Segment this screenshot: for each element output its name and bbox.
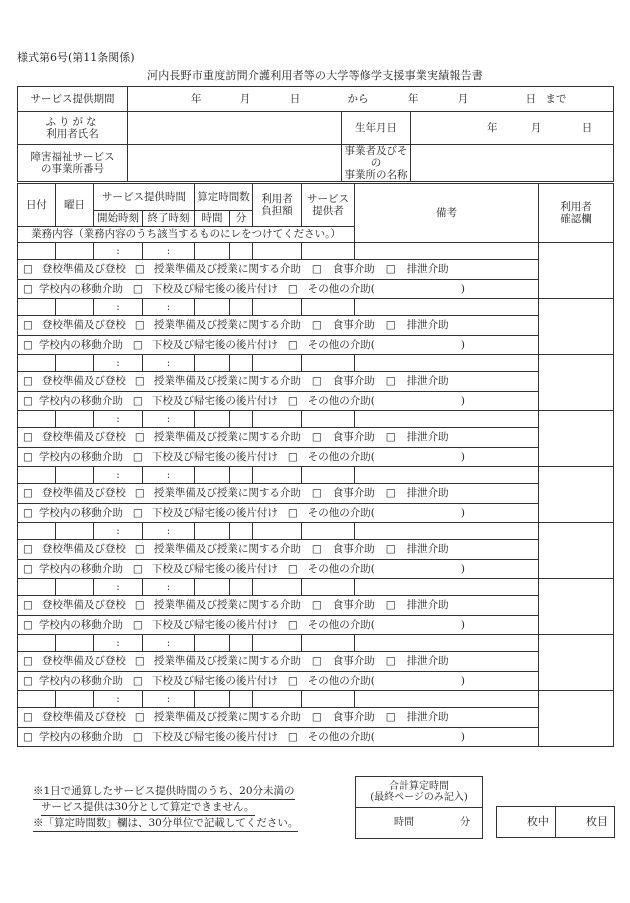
entry-user-confirm[interactable] — [539, 579, 614, 635]
birthdate-field[interactable]: 年 月 日 — [411, 112, 614, 145]
entry-end-time[interactable]: : — [143, 635, 195, 652]
entry-weekday[interactable] — [56, 411, 94, 428]
entry-end-time[interactable]: : — [143, 355, 195, 372]
header-minutes: 分 — [230, 211, 253, 227]
entry-hours[interactable] — [195, 523, 230, 540]
entry-task-row-2 — [18, 727, 614, 747]
entry-weekday[interactable] — [56, 523, 94, 540]
task-label: 食事介助 — [332, 431, 375, 444]
period-to-year: 年 — [407, 92, 419, 105]
birthdate-label: 生年月日 — [342, 112, 411, 145]
checkbox-icon[interactable]: □ — [311, 543, 322, 556]
task-label: 排泄介助 — [406, 655, 449, 668]
checkbox-icon[interactable]: □ — [287, 674, 298, 687]
provider-name-label: 事業者及びその 事業所の名称 — [342, 145, 411, 182]
page-count-table — [496, 806, 615, 838]
task-label: 下校及び帰宅後の後片付け — [151, 338, 278, 351]
checkbox-icon[interactable]: □ — [23, 375, 33, 388]
task-label: 排泄介助 — [406, 431, 449, 444]
checkbox-icon[interactable]: □ — [311, 487, 322, 500]
entry-time-row — [18, 467, 614, 484]
checkbox-icon[interactable]: □ — [132, 506, 143, 519]
entry-date[interactable] — [18, 355, 56, 372]
task-label: 登校準備及び登校 — [41, 655, 126, 668]
checkbox-icon[interactable]: □ — [132, 562, 143, 575]
task-label: 授業準備及び授業に関する介助 — [153, 487, 301, 500]
task-label: 学校内の移動介助 — [38, 338, 123, 351]
task-paren-close: ) — [460, 730, 465, 743]
form-number: 様式第6号(第11条関係) — [17, 51, 135, 64]
task-paren-close: ) — [460, 282, 465, 295]
task-label: 排泄介助 — [406, 543, 449, 556]
entry-time-row — [18, 691, 614, 708]
entry-user-confirm[interactable] — [539, 355, 614, 411]
checkbox-icon[interactable]: □ — [23, 319, 33, 332]
service-period-label: サービス提供期間 — [18, 87, 128, 112]
task-label: 学校内の移動介助 — [38, 562, 123, 575]
entry-minutes[interactable] — [230, 579, 253, 596]
entry-end-time[interactable]: : — [143, 243, 195, 260]
total-label: 合計算定時間 (最終ページのみ記入) — [356, 777, 483, 808]
entry-provider[interactable] — [302, 635, 355, 652]
checkbox-icon[interactable]: □ — [23, 506, 33, 519]
checkbox-icon[interactable]: □ — [385, 263, 396, 276]
entry-task-row-2 — [18, 335, 614, 355]
checkbox-icon[interactable]: □ — [23, 618, 33, 631]
checkbox-icon[interactable]: □ — [287, 506, 298, 519]
checkbox-icon[interactable]: □ — [23, 450, 33, 463]
entry-start-time[interactable]: : — [94, 411, 143, 428]
entry-burden[interactable] — [253, 355, 302, 372]
task-label: 食事介助 — [332, 263, 375, 276]
entry-minutes[interactable] — [230, 243, 253, 260]
entry-start-time[interactable]: : — [94, 635, 143, 652]
entry-remarks[interactable] — [355, 299, 539, 316]
task-paren-close: ) — [460, 618, 465, 631]
task-label: 食事介助 — [332, 375, 375, 388]
entry-provider[interactable] — [302, 243, 355, 260]
sheets-of-field[interactable]: 枚中 — [497, 807, 556, 838]
task-label: その他の介助( — [307, 730, 375, 743]
entry-time-row — [18, 635, 614, 652]
office-number-field[interactable] — [128, 145, 342, 182]
entry-task-row-1 — [18, 596, 614, 616]
task-label: その他の介助( — [307, 450, 375, 463]
entry-hours[interactable] — [195, 579, 230, 596]
task-label: 食事介助 — [332, 711, 375, 724]
entry-time-row — [18, 299, 614, 316]
task-label: 登校準備及び登校 — [41, 263, 126, 276]
task-label: その他の介助( — [307, 282, 375, 295]
header-provider: サービス 提供者 — [302, 184, 355, 227]
entry-start-time[interactable]: : — [94, 299, 143, 316]
task-label: 下校及び帰宅後の後片付け — [151, 506, 278, 519]
entry-remarks[interactable] — [355, 691, 539, 708]
task-label: 登校準備及び登校 — [41, 319, 126, 332]
header-end: 終了時刻 — [143, 211, 195, 227]
page-title: 河内長野市重度訪問介護利用者等の大学等修学支援事業実績報告書 — [147, 69, 483, 82]
checkbox-icon[interactable]: □ — [23, 730, 33, 743]
entry-provider[interactable] — [302, 579, 355, 596]
task-label: 下校及び帰宅後の後片付け — [151, 618, 278, 631]
task-label: 授業準備及び授業に関する介助 — [153, 543, 301, 556]
entry-start-time[interactable]: : — [94, 691, 143, 708]
checkbox-icon[interactable]: □ — [287, 450, 298, 463]
header-calc-time: 算定時間数 — [195, 184, 253, 211]
entry-date[interactable] — [18, 691, 56, 708]
entry-remarks[interactable] — [355, 635, 539, 652]
period-from-month: 月 — [239, 92, 251, 105]
entry-end-time[interactable]: : — [143, 299, 195, 316]
checkbox-icon[interactable]: □ — [134, 487, 145, 500]
task-label: 食事介助 — [332, 599, 375, 612]
entry-task-row-1 — [18, 708, 614, 728]
entry-time-row — [18, 579, 614, 596]
entry-start-time[interactable]: : — [94, 523, 143, 540]
task-label: その他の介助( — [307, 618, 375, 631]
checkbox-icon[interactable]: □ — [132, 618, 143, 631]
checkbox-icon[interactable]: □ — [311, 319, 322, 332]
task-label: 排泄介助 — [406, 319, 449, 332]
entry-user-confirm[interactable] — [539, 635, 614, 691]
entry-remarks[interactable] — [355, 243, 539, 260]
entry-user-confirm[interactable] — [539, 299, 614, 355]
provider-name-field[interactable] — [411, 145, 614, 182]
checkbox-icon[interactable]: □ — [132, 394, 143, 407]
entry-user-confirm[interactable] — [539, 691, 614, 747]
entry-burden[interactable] — [253, 523, 302, 540]
task-label: 排泄介助 — [406, 599, 449, 612]
task-label: 下校及び帰宅後の後片付け — [151, 450, 278, 463]
task-label: 下校及び帰宅後の後片付け — [151, 562, 278, 575]
entry-date[interactable] — [18, 467, 56, 484]
entry-hours[interactable] — [195, 243, 230, 260]
entry-provider[interactable] — [302, 299, 355, 316]
entry-hours[interactable] — [195, 299, 230, 316]
entry-provider[interactable] — [302, 411, 355, 428]
checkbox-icon[interactable]: □ — [385, 543, 396, 556]
entry-remarks[interactable] — [355, 355, 539, 372]
notes — [33, 784, 298, 832]
total-calc-time-table — [355, 776, 483, 839]
entry-weekday[interactable] — [56, 635, 94, 652]
entry-provider[interactable] — [302, 467, 355, 484]
task-label: 授業準備及び授業に関する介助 — [153, 599, 301, 612]
service-period-field[interactable] — [128, 87, 614, 112]
entry-weekday[interactable] — [56, 467, 94, 484]
checkbox-icon[interactable]: □ — [134, 431, 145, 444]
entry-task-row-1 — [18, 260, 614, 280]
checkbox-icon[interactable]: □ — [134, 375, 145, 388]
checkbox-icon[interactable]: □ — [23, 655, 33, 668]
checkbox-icon[interactable]: □ — [23, 711, 33, 724]
entry-end-time[interactable]: : — [143, 467, 195, 484]
checkbox-icon[interactable]: □ — [23, 543, 33, 556]
entry-end-time[interactable]: : — [143, 579, 195, 596]
checkbox-icon[interactable]: □ — [134, 655, 145, 668]
entry-hours[interactable] — [195, 635, 230, 652]
task-paren-close: ) — [460, 394, 465, 407]
entry-user-confirm[interactable] — [539, 523, 614, 579]
task-label: 下校及び帰宅後の後片付け — [151, 674, 278, 687]
user-name-field[interactable] — [128, 112, 342, 145]
checkbox-icon[interactable]: □ — [23, 263, 33, 276]
checkbox-icon[interactable]: □ — [23, 282, 33, 295]
header-confirm: 利用者 確認欄 — [539, 184, 614, 243]
entry-task-row-2 — [18, 391, 614, 411]
task-label: 授業準備及び授業に関する介助 — [153, 655, 301, 668]
note-line-1: ※1日で通算したサービス提供時間のうち、20分未満の — [33, 784, 295, 800]
header-remarks: 備考 — [355, 184, 539, 243]
task-label: その他の介助( — [307, 506, 375, 519]
checkbox-icon[interactable]: □ — [311, 655, 322, 668]
entry-start-time[interactable]: : — [94, 243, 143, 260]
entry-date[interactable] — [18, 411, 56, 428]
entry-remarks[interactable] — [355, 411, 539, 428]
task-label: 食事介助 — [332, 543, 375, 556]
entry-start-time[interactable]: : — [94, 579, 143, 596]
task-label: 下校及び帰宅後の後片付け — [151, 394, 278, 407]
entry-task-row-2 — [18, 559, 614, 579]
entry-task-row-1 — [18, 652, 614, 672]
task-label: 食事介助 — [332, 655, 375, 668]
checkbox-icon[interactable]: □ — [23, 599, 33, 612]
checkbox-icon[interactable]: □ — [311, 263, 322, 276]
task-label: 学校内の移動介助 — [38, 618, 123, 631]
checkbox-icon[interactable]: □ — [23, 674, 33, 687]
checkbox-icon[interactable]: □ — [311, 431, 322, 444]
checkbox-icon[interactable]: □ — [385, 655, 396, 668]
task-label: 授業準備及び授業に関する介助 — [153, 431, 301, 444]
task-label: 食事介助 — [332, 487, 375, 500]
entry-user-confirm[interactable] — [539, 467, 614, 523]
task-label: 下校及び帰宅後の後片付け — [151, 282, 278, 295]
period-until-label: まで — [545, 92, 567, 105]
task-label: 登校準備及び登校 — [41, 599, 126, 612]
header-task-content: 業務内容（業務内容のうち該当するものにレをつけてください。） — [18, 227, 355, 243]
entry-provider[interactable] — [302, 691, 355, 708]
header-start: 開始時刻 — [94, 211, 143, 227]
entry-time-row — [18, 411, 614, 428]
header-weekday: 曜日 — [56, 184, 94, 227]
entry-burden[interactable] — [253, 299, 302, 316]
task-paren-close: ) — [460, 338, 465, 351]
checkbox-icon[interactable]: □ — [385, 431, 396, 444]
entry-start-time[interactable]: : — [94, 467, 143, 484]
header-hours: 時間 — [195, 211, 230, 227]
user-name-label: ふりがな 利用者氏名 — [18, 112, 128, 145]
checkbox-icon[interactable]: □ — [287, 394, 298, 407]
entry-task-row-2 — [18, 279, 614, 299]
entry-minutes[interactable] — [230, 355, 253, 372]
checkbox-icon[interactable]: □ — [23, 562, 33, 575]
entry-user-confirm[interactable] — [539, 411, 614, 467]
checkbox-icon[interactable]: □ — [287, 282, 298, 295]
task-label: その他の介助( — [307, 338, 375, 351]
entry-remarks[interactable] — [355, 579, 539, 596]
task-label: 食事介助 — [332, 319, 375, 332]
entry-burden[interactable] — [253, 635, 302, 652]
entry-user-confirm[interactable] — [539, 243, 614, 299]
entry-end-time[interactable]: : — [143, 411, 195, 428]
service-log-table — [17, 183, 614, 747]
header-burden: 利用者 負担額 — [253, 184, 302, 227]
entry-start-time[interactable]: : — [94, 355, 143, 372]
note-line-2: サービス提供は30分として算定できません。 — [41, 800, 255, 816]
entry-date[interactable] — [18, 299, 56, 316]
entry-time-row — [18, 243, 614, 260]
entry-task-row-1 — [18, 484, 614, 504]
task-label: 排泄介助 — [406, 263, 449, 276]
entry-task-row-2 — [18, 503, 614, 523]
entry-burden[interactable] — [253, 243, 302, 260]
entry-minutes[interactable] — [230, 299, 253, 316]
entry-burden[interactable] — [253, 467, 302, 484]
entry-burden[interactable] — [253, 579, 302, 596]
entry-hours[interactable] — [195, 411, 230, 428]
checkbox-icon[interactable]: □ — [23, 487, 33, 500]
entry-remarks[interactable] — [355, 523, 539, 540]
task-label: 登校準備及び登校 — [41, 711, 126, 724]
period-from-day: 日 — [289, 92, 301, 105]
entry-task-row-2 — [18, 671, 614, 691]
entry-date[interactable] — [18, 523, 56, 540]
entry-end-time[interactable]: : — [143, 523, 195, 540]
entry-date[interactable] — [18, 243, 56, 260]
entry-date[interactable] — [18, 579, 56, 596]
checkbox-icon[interactable]: □ — [311, 711, 322, 724]
header-date: 日付 — [18, 184, 56, 227]
checkbox-icon[interactable]: □ — [134, 263, 145, 276]
header-service-time: サービス提供時間 — [94, 184, 195, 211]
entry-minutes[interactable] — [230, 635, 253, 652]
task-label: 学校内の移動介助 — [38, 506, 123, 519]
checkbox-icon[interactable]: □ — [134, 319, 145, 332]
checkbox-icon[interactable]: □ — [132, 674, 143, 687]
checkbox-icon[interactable]: □ — [385, 599, 396, 612]
checkbox-icon[interactable]: □ — [385, 711, 396, 724]
task-label: その他の介助( — [307, 674, 375, 687]
checkbox-icon[interactable]: □ — [132, 450, 143, 463]
checkbox-icon[interactable]: □ — [287, 562, 298, 575]
entry-provider[interactable] — [302, 355, 355, 372]
task-label: その他の介助( — [307, 562, 375, 575]
checkbox-icon[interactable]: □ — [132, 282, 143, 295]
task-label: 登校準備及び登校 — [41, 487, 126, 500]
entry-task-row-2 — [18, 615, 614, 635]
task-label: 排泄介助 — [406, 487, 449, 500]
entry-minutes[interactable] — [230, 467, 253, 484]
checkbox-icon[interactable]: □ — [287, 338, 298, 351]
task-label: 登校準備及び登校 — [41, 431, 126, 444]
checkbox-icon[interactable]: □ — [287, 618, 298, 631]
period-from-label: から — [347, 92, 369, 105]
period-from-year: 年 — [191, 92, 202, 105]
entry-task-row-1 — [18, 428, 614, 448]
task-label: 排泄介助 — [406, 711, 449, 724]
checkbox-icon[interactable]: □ — [134, 711, 145, 724]
task-label: その他の介助( — [307, 394, 375, 407]
checkbox-icon[interactable]: □ — [23, 394, 33, 407]
entry-task-row-2 — [18, 447, 614, 467]
task-label: 下校及び帰宅後の後片付け — [151, 730, 278, 743]
entry-weekday[interactable] — [56, 243, 94, 260]
office-number-label: 障害福祉サービス の事業所番号 — [18, 145, 128, 182]
checkbox-icon[interactable]: □ — [385, 375, 396, 388]
entry-task-row-1 — [18, 372, 614, 392]
entry-burden[interactable] — [253, 691, 302, 708]
task-label: 授業準備及び授業に関する介助 — [153, 375, 301, 388]
checkbox-icon[interactable]: □ — [287, 730, 298, 743]
entry-burden[interactable] — [253, 411, 302, 428]
user-info-table — [17, 86, 614, 182]
entry-task-row-1 — [18, 316, 614, 336]
period-to-day: 日 — [525, 92, 537, 105]
task-label: 授業準備及び授業に関する介助 — [153, 263, 301, 276]
checkbox-icon[interactable]: □ — [385, 319, 396, 332]
entry-weekday[interactable] — [56, 691, 94, 708]
task-paren-close: ) — [460, 506, 465, 519]
entry-end-time[interactable]: : — [143, 691, 195, 708]
entry-task-row-1 — [18, 540, 614, 560]
entry-remarks[interactable] — [355, 467, 539, 484]
checkbox-icon[interactable]: □ — [311, 375, 322, 388]
entry-minutes[interactable] — [230, 411, 253, 428]
task-label: 授業準備及び授業に関する介助 — [153, 711, 301, 724]
checkbox-icon[interactable]: □ — [134, 599, 145, 612]
sheet-no-field[interactable]: 枚目 — [556, 807, 615, 838]
task-label: 登校準備及び登校 — [41, 375, 126, 388]
entry-provider[interactable] — [302, 523, 355, 540]
entry-weekday[interactable] — [56, 579, 94, 596]
entry-hours[interactable] — [195, 467, 230, 484]
checkbox-icon[interactable]: □ — [311, 599, 322, 612]
entry-minutes[interactable] — [230, 691, 253, 708]
checkbox-icon[interactable]: □ — [132, 730, 143, 743]
task-paren-close: ) — [460, 562, 465, 575]
task-paren-close: ) — [460, 450, 465, 463]
task-label: 学校内の移動介助 — [38, 450, 123, 463]
period-to-month: 月 — [457, 92, 469, 105]
task-label: 登校準備及び登校 — [41, 543, 126, 556]
entry-weekday[interactable] — [56, 299, 94, 316]
entry-time-row — [18, 355, 614, 372]
task-label: 学校内の移動介助 — [38, 282, 123, 295]
entry-hours[interactable] — [195, 355, 230, 372]
entry-weekday[interactable] — [56, 355, 94, 372]
task-label: 学校内の移動介助 — [38, 674, 123, 687]
task-label: 学校内の移動介助 — [38, 394, 123, 407]
note-line-3: ※「算定時間数」欄は、30分単位で記載してください。 — [33, 816, 298, 832]
checkbox-icon[interactable]: □ — [385, 487, 396, 500]
checkbox-icon[interactable]: □ — [132, 338, 143, 351]
entry-hours[interactable] — [195, 691, 230, 708]
task-paren-close: ) — [460, 674, 465, 687]
entry-time-row — [18, 523, 614, 540]
task-label: 学校内の移動介助 — [38, 730, 123, 743]
total-field[interactable]: 時間 分 — [356, 808, 483, 839]
checkbox-icon[interactable]: □ — [23, 338, 33, 351]
entry-minutes[interactable] — [230, 523, 253, 540]
task-label: 授業準備及び授業に関する介助 — [153, 319, 301, 332]
entry-date[interactable] — [18, 635, 56, 652]
checkbox-icon[interactable]: □ — [134, 543, 145, 556]
task-label: 排泄介助 — [406, 375, 449, 388]
checkbox-icon[interactable]: □ — [23, 431, 33, 444]
